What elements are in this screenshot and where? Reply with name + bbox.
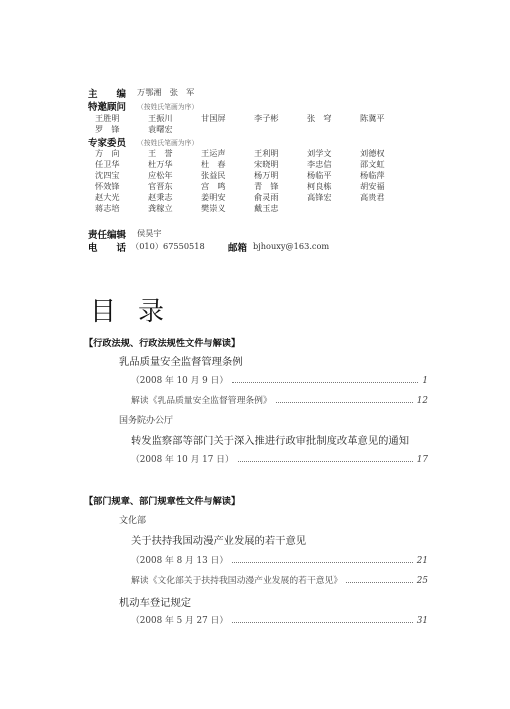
expert-name: 戴玉忠 — [254, 203, 279, 213]
advisor-name: 王振川 — [148, 113, 173, 123]
experts-note: （按姓氏笔画为序） — [137, 139, 199, 147]
expert-name: 官晋东 — [148, 181, 173, 191]
toc-interpretation-title: 解读《文化部关于扶持我国动漫产业发展的若干意见》 — [131, 576, 343, 586]
expert-name: 姜明安 — [201, 192, 226, 202]
advisors-row-1 — [95, 113, 413, 124]
expert-name: 赵大光 — [95, 192, 120, 202]
experts-row-6 — [95, 203, 307, 214]
expert-name: 方 向 — [95, 148, 120, 158]
phone-value: （010）67550518 — [131, 241, 205, 251]
advisor-name: 张 穹 — [307, 113, 332, 123]
expert-name: 李忠信 — [307, 159, 332, 169]
expert-name: 任卫华 — [95, 159, 120, 169]
email-label: 邮箱 — [228, 243, 248, 254]
toc-entry-leader[interactable] — [131, 452, 428, 465]
experts-label: 专家委员 — [88, 138, 127, 149]
section-heading: 【行政法规、行政法规性文件与解读】 — [84, 338, 241, 349]
toc-page-number: 25 — [416, 576, 428, 586]
advisor-name: 陈冀平 — [360, 113, 385, 123]
expert-name: 杨临平 — [307, 170, 332, 180]
dot-leader — [232, 562, 413, 563]
expert-name: 宫 鸣 — [201, 181, 226, 191]
phone-label: 电 话 — [88, 243, 127, 254]
toc-issuer: 国务院办公厅 — [119, 416, 174, 426]
advisor-name: 袁曙宏 — [148, 124, 173, 134]
expert-name: 俞灵雨 — [254, 192, 279, 202]
expert-name: 杨临萍 — [360, 170, 385, 180]
expert-name: 樊崇义 — [201, 203, 226, 213]
toc-page-number: 1 — [422, 376, 428, 386]
expert-name: 刘德权 — [360, 148, 385, 158]
toc-page-number: 12 — [416, 396, 428, 406]
expert-name: 杜 春 — [201, 159, 226, 169]
dot-leader — [232, 382, 418, 383]
expert-name: 胡安福 — [360, 181, 385, 191]
toc-entry-title[interactable]: 关于扶持我国动漫产业发展的若干意见 — [131, 535, 307, 547]
expert-name: 青 锋 — [254, 181, 279, 191]
expert-name: 应松年 — [148, 170, 173, 180]
expert-name: 怀效锋 — [95, 181, 120, 191]
expert-name: 蒋志培 — [95, 203, 120, 213]
toc-entry-leader[interactable] — [131, 373, 428, 386]
expert-name: 杨万明 — [254, 170, 279, 180]
toc-entry-title[interactable]: 机动车登记规定 — [119, 597, 192, 609]
expert-name: 杜万华 — [148, 159, 173, 169]
experts-row-3 — [95, 170, 413, 181]
advisors-label: 特邀顾问 — [88, 102, 127, 113]
toc-entry-date: （2008 年 10 月 17 日） — [131, 455, 234, 465]
advisor-name: 李子彬 — [254, 113, 279, 123]
responsible-editor-name: 侯昊宇 — [137, 228, 162, 238]
advisors-note: （按姓氏笔画为序） — [137, 103, 199, 111]
advisor-name: 甘国屏 — [201, 113, 226, 123]
expert-name: 邵文虹 — [360, 159, 385, 169]
dot-leader — [346, 582, 413, 583]
dot-leader — [276, 402, 413, 403]
expert-name: 高锋宏 — [307, 192, 332, 202]
expert-name: 赵秉志 — [148, 192, 173, 202]
experts-row-1 — [95, 148, 413, 159]
toc-title: 目录 — [90, 297, 187, 327]
expert-name: 王 誉 — [148, 148, 173, 158]
dot-leader — [232, 622, 413, 623]
responsible-editor-label: 责任编辑 — [88, 230, 127, 241]
chief-editor-names: 万鄂湘 张 军 — [137, 87, 195, 97]
expert-name: 宋晓明 — [254, 159, 279, 169]
expert-name: 刘学文 — [307, 148, 332, 158]
section-heading: 【部门规章、部门规章性文件与解读】 — [84, 496, 241, 507]
toc-entry-date: （2008 年 8 月 13 日） — [131, 556, 229, 566]
advisor-name: 罗 锋 — [95, 124, 120, 134]
expert-name: 沈四宝 — [95, 170, 120, 180]
expert-name: 龚稼立 — [148, 203, 173, 213]
toc-entry-title[interactable]: 乳品质量安全监督管理条例 — [119, 356, 243, 368]
toc-page-number: 31 — [416, 616, 428, 626]
dot-leader — [238, 461, 413, 462]
toc-entry-title[interactable]: 转发监察部等部门关于深入推进行政审批制度改革意见的通知 — [131, 435, 410, 447]
expert-name: 高贵君 — [360, 192, 385, 202]
toc-interpretation-title: 解读《乳品质量安全监督管理条例》 — [131, 396, 272, 406]
experts-row-4 — [95, 181, 413, 192]
toc-interpretation-leader[interactable] — [131, 393, 428, 406]
toc-entry-date: （2008 年 10 月 9 日） — [131, 376, 229, 386]
experts-row-2 — [95, 159, 413, 170]
expert-name: 王利明 — [254, 148, 279, 158]
toc-entry-leader[interactable] — [131, 553, 428, 566]
toc-issuer: 文化部 — [119, 516, 147, 526]
toc-entry-leader[interactable] — [131, 613, 428, 626]
toc-entry-date: （2008 年 5 月 27 日） — [131, 616, 229, 626]
experts-row-5 — [95, 192, 413, 203]
advisor-name: 王胜明 — [95, 113, 120, 123]
toc-page-number: 17 — [416, 455, 428, 465]
email-value: bjhouxy@163.com — [253, 241, 330, 251]
chief-editor-label: 主 编 — [88, 89, 127, 100]
advisors-row-2 — [95, 124, 201, 135]
toc-interpretation-leader[interactable] — [131, 573, 428, 586]
expert-name: 柯良栋 — [307, 181, 332, 191]
toc-page-number: 21 — [416, 556, 428, 566]
expert-name: 张益民 — [201, 170, 226, 180]
expert-name: 王运声 — [201, 148, 226, 158]
